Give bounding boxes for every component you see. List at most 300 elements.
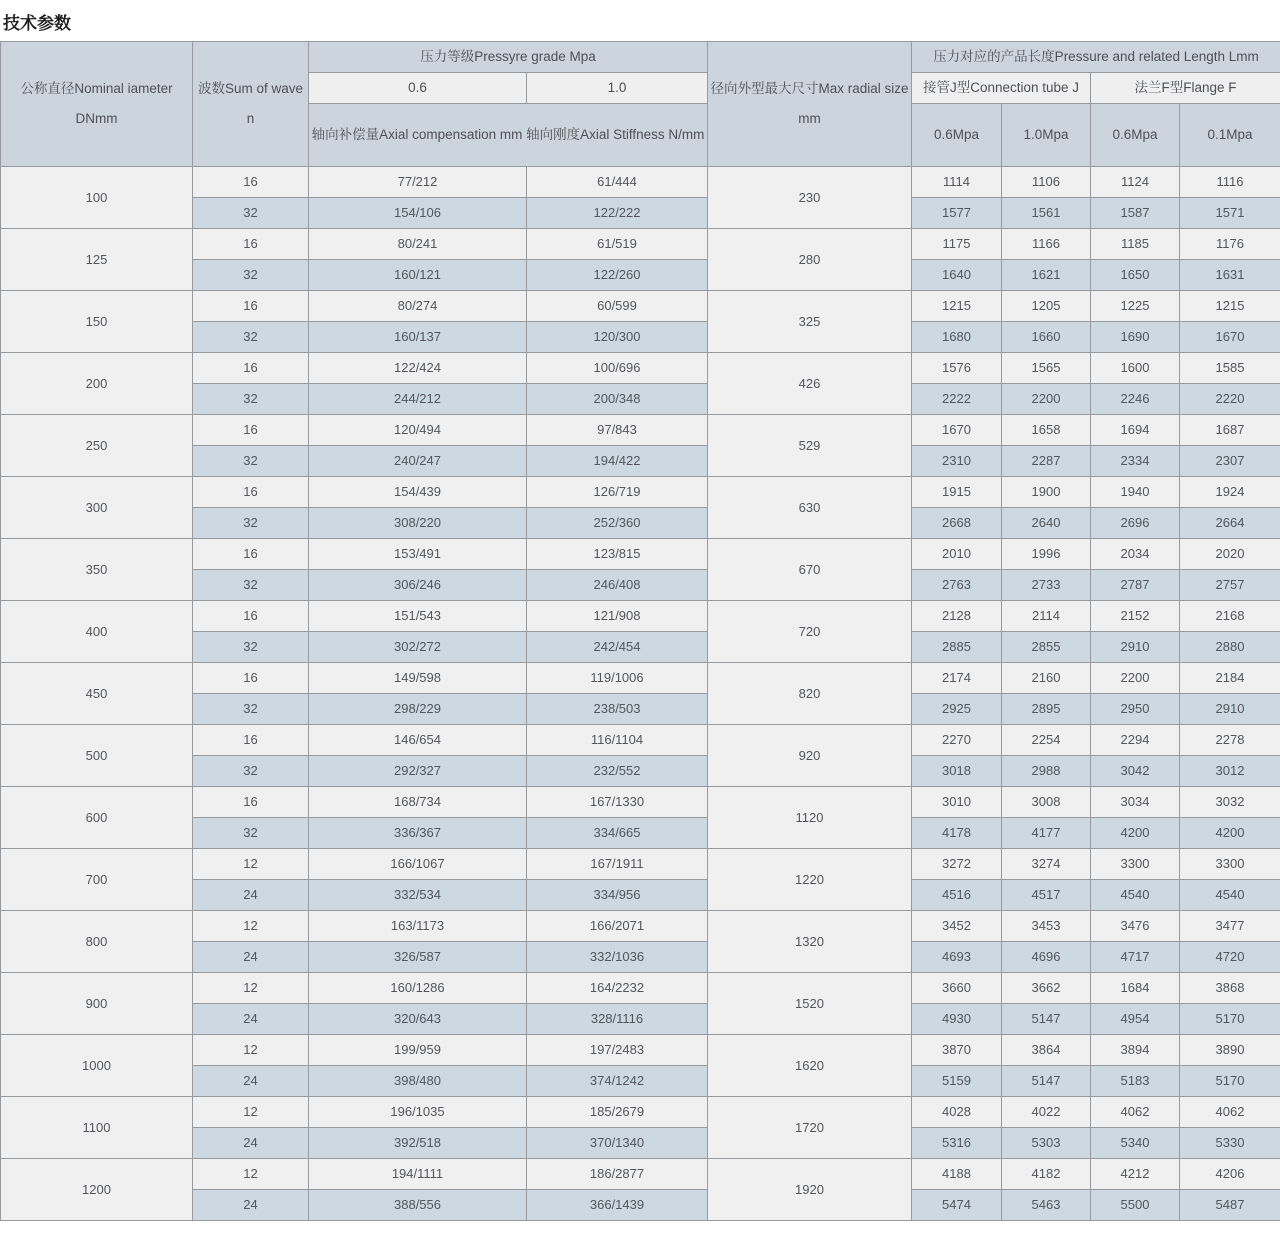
length-flange-0-1-cell: 1631 bbox=[1180, 260, 1280, 291]
radial-size-cell: 426 bbox=[708, 353, 912, 415]
length-flange-0-1-cell: 2757 bbox=[1180, 570, 1280, 601]
axial-comp-0-6-cell: 292/327 bbox=[309, 756, 527, 787]
length-flange-0-1-cell: 4062 bbox=[1180, 1097, 1280, 1128]
length-tube-0-6-cell: 5474 bbox=[912, 1190, 1002, 1221]
wave-count-cell: 32 bbox=[193, 694, 309, 725]
length-tube-0-6-cell: 2128 bbox=[912, 601, 1002, 632]
wave-count-cell: 32 bbox=[193, 322, 309, 353]
axial-comp-0-6-cell: 154/106 bbox=[309, 198, 527, 229]
col-header-wave-count: 波数Sum of wave n bbox=[193, 42, 309, 167]
length-flange-0-6-cell: 4954 bbox=[1091, 1004, 1180, 1035]
length-tube-1-0-cell: 1205 bbox=[1002, 291, 1091, 322]
axial-comp-1-0-cell: 123/815 bbox=[527, 539, 708, 570]
length-flange-0-1-cell: 5170 bbox=[1180, 1004, 1280, 1035]
table-row bbox=[1, 1190, 1280, 1221]
axial-comp-1-0-cell: 120/300 bbox=[527, 322, 708, 353]
wave-count-cell: 32 bbox=[193, 632, 309, 663]
length-flange-0-1-cell: 4200 bbox=[1180, 818, 1280, 849]
length-flange-0-1-cell: 4206 bbox=[1180, 1159, 1280, 1190]
length-flange-0-6-cell: 1587 bbox=[1091, 198, 1180, 229]
axial-comp-0-6-cell: 392/518 bbox=[309, 1128, 527, 1159]
length-flange-0-1-cell: 5170 bbox=[1180, 1066, 1280, 1097]
axial-comp-1-0-cell: 119/1006 bbox=[527, 663, 708, 694]
length-flange-0-1-cell: 1571 bbox=[1180, 198, 1280, 229]
axial-comp-0-6-cell: 388/556 bbox=[309, 1190, 527, 1221]
axial-comp-1-0-cell: 328/1116 bbox=[527, 1004, 708, 1035]
length-tube-1-0-cell: 2160 bbox=[1002, 663, 1091, 694]
axial-comp-1-0-cell: 167/1330 bbox=[527, 787, 708, 818]
col-header-nominal-diameter: 公称直径Nominal iameter DNmm bbox=[1, 42, 193, 167]
length-tube-0-6-cell: 1640 bbox=[912, 260, 1002, 291]
axial-comp-1-0-cell: 334/665 bbox=[527, 818, 708, 849]
length-flange-0-1-cell: 1924 bbox=[1180, 477, 1280, 508]
wave-count-cell: 12 bbox=[193, 1035, 309, 1066]
dn-cell: 800 bbox=[1, 911, 193, 973]
axial-comp-1-0-cell: 185/2679 bbox=[527, 1097, 708, 1128]
wave-count-cell: 16 bbox=[193, 353, 309, 384]
length-tube-1-0-cell: 1660 bbox=[1002, 322, 1091, 353]
length-tube-0-6-cell: 2010 bbox=[912, 539, 1002, 570]
length-flange-0-6-cell: 1124 bbox=[1091, 167, 1180, 198]
axial-comp-1-0-cell: 370/1340 bbox=[527, 1128, 708, 1159]
length-flange-0-6-cell: 4062 bbox=[1091, 1097, 1180, 1128]
axial-comp-1-0-cell: 116/1104 bbox=[527, 725, 708, 756]
wave-count-cell: 16 bbox=[193, 291, 309, 322]
table-row bbox=[1, 539, 1280, 570]
length-flange-0-1-cell: 2020 bbox=[1180, 539, 1280, 570]
axial-comp-0-6-cell: 163/1173 bbox=[309, 911, 527, 942]
radial-size-cell: 1220 bbox=[708, 849, 912, 911]
col-header-flange-f: 法兰F型Flange F bbox=[1091, 73, 1280, 104]
length-flange-0-6-cell: 3034 bbox=[1091, 787, 1180, 818]
radial-size-cell: 1120 bbox=[708, 787, 912, 849]
axial-comp-0-6-cell: 326/587 bbox=[309, 942, 527, 973]
axial-comp-0-6-cell: 122/424 bbox=[309, 353, 527, 384]
table-row bbox=[1, 384, 1280, 415]
header-row-1 bbox=[1, 42, 1280, 73]
length-tube-1-0-cell: 3864 bbox=[1002, 1035, 1091, 1066]
length-flange-0-6-cell: 4717 bbox=[1091, 942, 1180, 973]
wave-count-cell: 16 bbox=[193, 539, 309, 570]
axial-comp-1-0-cell: 252/360 bbox=[527, 508, 708, 539]
col-header-flange-0-6mpa: 0.6Mpa bbox=[1091, 104, 1180, 167]
axial-comp-1-0-cell: 332/1036 bbox=[527, 942, 708, 973]
length-flange-0-6-cell: 4212 bbox=[1091, 1159, 1180, 1190]
axial-comp-1-0-cell: 60/599 bbox=[527, 291, 708, 322]
wave-count-cell: 32 bbox=[193, 260, 309, 291]
length-flange-0-6-cell: 2334 bbox=[1091, 446, 1180, 477]
length-tube-0-6-cell: 4930 bbox=[912, 1004, 1002, 1035]
length-flange-0-1-cell: 4720 bbox=[1180, 942, 1280, 973]
axial-comp-0-6-cell: 308/220 bbox=[309, 508, 527, 539]
wave-count-cell: 32 bbox=[193, 384, 309, 415]
dn-cell: 100 bbox=[1, 167, 193, 229]
length-tube-0-6-cell: 1577 bbox=[912, 198, 1002, 229]
wave-count-cell: 12 bbox=[193, 1097, 309, 1128]
wave-count-cell: 12 bbox=[193, 911, 309, 942]
length-tube-0-6-cell: 3660 bbox=[912, 973, 1002, 1004]
wave-count-cell: 32 bbox=[193, 446, 309, 477]
radial-size-cell: 1520 bbox=[708, 973, 912, 1035]
length-flange-0-6-cell: 2910 bbox=[1091, 632, 1180, 663]
dn-cell: 125 bbox=[1, 229, 193, 291]
axial-comp-0-6-cell: 166/1067 bbox=[309, 849, 527, 880]
length-flange-0-6-cell: 1684 bbox=[1091, 973, 1180, 1004]
length-tube-1-0-cell: 2988 bbox=[1002, 756, 1091, 787]
length-tube-1-0-cell: 3453 bbox=[1002, 911, 1091, 942]
dn-cell: 300 bbox=[1, 477, 193, 539]
length-flange-0-6-cell: 4540 bbox=[1091, 880, 1180, 911]
col-header-tube-1-0mpa: 1.0Mpa bbox=[1002, 104, 1091, 167]
dn-cell: 200 bbox=[1, 353, 193, 415]
radial-size-cell: 529 bbox=[708, 415, 912, 477]
length-tube-0-6-cell: 1670 bbox=[912, 415, 1002, 446]
length-flange-0-1-cell: 2220 bbox=[1180, 384, 1280, 415]
length-tube-1-0-cell: 1621 bbox=[1002, 260, 1091, 291]
axial-comp-0-6-cell: 302/272 bbox=[309, 632, 527, 663]
length-tube-0-6-cell: 5159 bbox=[912, 1066, 1002, 1097]
length-tube-0-6-cell: 1175 bbox=[912, 229, 1002, 260]
axial-comp-0-6-cell: 154/439 bbox=[309, 477, 527, 508]
wave-count-cell: 12 bbox=[193, 1159, 309, 1190]
wave-count-cell: 32 bbox=[193, 818, 309, 849]
length-tube-1-0-cell: 4022 bbox=[1002, 1097, 1091, 1128]
dn-cell: 400 bbox=[1, 601, 193, 663]
length-tube-0-6-cell: 1114 bbox=[912, 167, 1002, 198]
table-row bbox=[1, 663, 1280, 694]
length-flange-0-1-cell: 1670 bbox=[1180, 322, 1280, 353]
axial-comp-0-6-cell: 298/229 bbox=[309, 694, 527, 725]
length-tube-1-0-cell: 2287 bbox=[1002, 446, 1091, 477]
axial-comp-0-6-cell: 120/494 bbox=[309, 415, 527, 446]
length-tube-0-6-cell: 4516 bbox=[912, 880, 1002, 911]
axial-comp-1-0-cell: 122/260 bbox=[527, 260, 708, 291]
length-flange-0-1-cell: 5487 bbox=[1180, 1190, 1280, 1221]
axial-comp-1-0-cell: 197/2483 bbox=[527, 1035, 708, 1066]
axial-comp-1-0-cell: 334/956 bbox=[527, 880, 708, 911]
length-tube-1-0-cell: 1658 bbox=[1002, 415, 1091, 446]
length-tube-0-6-cell: 2222 bbox=[912, 384, 1002, 415]
dn-cell: 1100 bbox=[1, 1097, 193, 1159]
length-tube-0-6-cell: 2763 bbox=[912, 570, 1002, 601]
length-tube-1-0-cell: 3274 bbox=[1002, 849, 1091, 880]
table-row bbox=[1, 570, 1280, 601]
wave-count-cell: 16 bbox=[193, 477, 309, 508]
length-flange-0-1-cell: 5330 bbox=[1180, 1128, 1280, 1159]
length-tube-0-6-cell: 4178 bbox=[912, 818, 1002, 849]
axial-comp-0-6-cell: 336/367 bbox=[309, 818, 527, 849]
axial-comp-1-0-cell: 194/422 bbox=[527, 446, 708, 477]
wave-count-cell: 24 bbox=[193, 1066, 309, 1097]
length-tube-0-6-cell: 2310 bbox=[912, 446, 1002, 477]
radial-size-cell: 820 bbox=[708, 663, 912, 725]
axial-comp-0-6-cell: 151/543 bbox=[309, 601, 527, 632]
table-row bbox=[1, 942, 1280, 973]
length-flange-0-1-cell: 2168 bbox=[1180, 601, 1280, 632]
length-tube-0-6-cell: 4693 bbox=[912, 942, 1002, 973]
length-tube-0-6-cell: 5316 bbox=[912, 1128, 1002, 1159]
page-title: 技术参数 bbox=[3, 14, 71, 33]
length-flange-0-6-cell: 2152 bbox=[1091, 601, 1180, 632]
length-tube-1-0-cell: 5463 bbox=[1002, 1190, 1091, 1221]
axial-comp-1-0-cell: 366/1439 bbox=[527, 1190, 708, 1221]
length-flange-0-6-cell: 1690 bbox=[1091, 322, 1180, 353]
wave-count-cell: 32 bbox=[193, 756, 309, 787]
length-tube-1-0-cell: 1561 bbox=[1002, 198, 1091, 229]
table-row bbox=[1, 632, 1280, 663]
length-tube-0-6-cell: 2270 bbox=[912, 725, 1002, 756]
radial-size-cell: 1320 bbox=[708, 911, 912, 973]
table-row bbox=[1, 787, 1280, 818]
dn-cell: 250 bbox=[1, 415, 193, 477]
length-flange-0-6-cell: 2294 bbox=[1091, 725, 1180, 756]
axial-comp-0-6-cell: 80/241 bbox=[309, 229, 527, 260]
axial-comp-0-6-cell: 320/643 bbox=[309, 1004, 527, 1035]
axial-comp-0-6-cell: 77/212 bbox=[309, 167, 527, 198]
dn-cell: 500 bbox=[1, 725, 193, 787]
wave-count-cell: 16 bbox=[193, 787, 309, 818]
axial-comp-1-0-cell: 164/2232 bbox=[527, 973, 708, 1004]
radial-size-cell: 1620 bbox=[708, 1035, 912, 1097]
length-flange-0-6-cell: 1225 bbox=[1091, 291, 1180, 322]
axial-comp-1-0-cell: 122/222 bbox=[527, 198, 708, 229]
axial-comp-1-0-cell: 167/1911 bbox=[527, 849, 708, 880]
length-flange-0-1-cell: 4540 bbox=[1180, 880, 1280, 911]
wave-count-cell: 12 bbox=[193, 849, 309, 880]
length-tube-1-0-cell: 2254 bbox=[1002, 725, 1091, 756]
length-tube-1-0-cell: 5147 bbox=[1002, 1004, 1091, 1035]
table-row bbox=[1, 198, 1280, 229]
axial-comp-1-0-cell: 166/2071 bbox=[527, 911, 708, 942]
table-row bbox=[1, 322, 1280, 353]
length-tube-0-6-cell: 1915 bbox=[912, 477, 1002, 508]
axial-comp-1-0-cell: 126/719 bbox=[527, 477, 708, 508]
axial-comp-1-0-cell: 100/696 bbox=[527, 353, 708, 384]
length-flange-0-6-cell: 2034 bbox=[1091, 539, 1180, 570]
dn-cell: 450 bbox=[1, 663, 193, 725]
length-tube-0-6-cell: 2925 bbox=[912, 694, 1002, 725]
length-flange-0-1-cell: 2664 bbox=[1180, 508, 1280, 539]
length-flange-0-1-cell: 2184 bbox=[1180, 663, 1280, 694]
wave-count-cell: 24 bbox=[193, 1190, 309, 1221]
axial-comp-0-6-cell: 398/480 bbox=[309, 1066, 527, 1097]
dn-cell: 700 bbox=[1, 849, 193, 911]
length-tube-1-0-cell: 1900 bbox=[1002, 477, 1091, 508]
radial-size-cell: 1720 bbox=[708, 1097, 912, 1159]
length-flange-0-6-cell: 2696 bbox=[1091, 508, 1180, 539]
axial-comp-0-6-cell: 332/534 bbox=[309, 880, 527, 911]
length-tube-0-6-cell: 4188 bbox=[912, 1159, 1002, 1190]
length-tube-0-6-cell: 2668 bbox=[912, 508, 1002, 539]
wave-count-cell: 32 bbox=[193, 508, 309, 539]
wave-count-cell: 32 bbox=[193, 198, 309, 229]
table-row bbox=[1, 725, 1280, 756]
length-tube-1-0-cell: 1166 bbox=[1002, 229, 1091, 260]
length-flange-0-6-cell: 4200 bbox=[1091, 818, 1180, 849]
length-tube-1-0-cell: 4696 bbox=[1002, 942, 1091, 973]
length-flange-0-1-cell: 2880 bbox=[1180, 632, 1280, 663]
wave-count-cell: 16 bbox=[193, 725, 309, 756]
axial-comp-0-6-cell: 146/654 bbox=[309, 725, 527, 756]
length-tube-1-0-cell: 4182 bbox=[1002, 1159, 1091, 1190]
dn-cell: 150 bbox=[1, 291, 193, 353]
length-tube-1-0-cell: 2640 bbox=[1002, 508, 1091, 539]
col-header-flange-0-1mpa: 0.1Mpa bbox=[1180, 104, 1280, 167]
table-row bbox=[1, 694, 1280, 725]
length-tube-1-0-cell: 5303 bbox=[1002, 1128, 1091, 1159]
wave-count-cell: 16 bbox=[193, 229, 309, 260]
length-flange-0-6-cell: 3894 bbox=[1091, 1035, 1180, 1066]
length-flange-0-6-cell: 5500 bbox=[1091, 1190, 1180, 1221]
dn-cell: 1200 bbox=[1, 1159, 193, 1221]
wave-count-cell: 24 bbox=[193, 880, 309, 911]
length-flange-0-6-cell: 1940 bbox=[1091, 477, 1180, 508]
radial-size-cell: 920 bbox=[708, 725, 912, 787]
table-row bbox=[1, 167, 1280, 198]
dn-cell: 350 bbox=[1, 539, 193, 601]
length-flange-0-1-cell: 3890 bbox=[1180, 1035, 1280, 1066]
axial-comp-1-0-cell: 232/552 bbox=[527, 756, 708, 787]
col-header-tube-0-6mpa: 0.6Mpa bbox=[912, 104, 1002, 167]
wave-count-cell: 24 bbox=[193, 1004, 309, 1035]
radial-size-cell: 280 bbox=[708, 229, 912, 291]
table-row bbox=[1, 415, 1280, 446]
axial-comp-0-6-cell: 194/1111 bbox=[309, 1159, 527, 1190]
table-row bbox=[1, 260, 1280, 291]
length-tube-1-0-cell: 2855 bbox=[1002, 632, 1091, 663]
col-header-axial-compensation-stiffness: 轴向补偿量Axial compensation mm 轴向刚度Axial Stiffness N/mm bbox=[309, 104, 708, 167]
length-flange-0-1-cell: 1116 bbox=[1180, 167, 1280, 198]
length-tube-1-0-cell: 3008 bbox=[1002, 787, 1091, 818]
length-flange-0-1-cell: 1687 bbox=[1180, 415, 1280, 446]
length-flange-0-6-cell: 2246 bbox=[1091, 384, 1180, 415]
table-row bbox=[1, 1035, 1280, 1066]
length-tube-1-0-cell: 2114 bbox=[1002, 601, 1091, 632]
table-body bbox=[1, 167, 1280, 1221]
axial-comp-0-6-cell: 160/121 bbox=[309, 260, 527, 291]
length-tube-0-6-cell: 3870 bbox=[912, 1035, 1002, 1066]
length-tube-1-0-cell: 2200 bbox=[1002, 384, 1091, 415]
col-header-pressure-grade: 压力等级Pressyre grade Mpa bbox=[309, 42, 708, 73]
table-row bbox=[1, 1097, 1280, 1128]
wave-count-cell: 16 bbox=[193, 415, 309, 446]
length-tube-1-0-cell: 3662 bbox=[1002, 973, 1091, 1004]
col-header-connection-tube-j: 接管J型Connection tube J bbox=[912, 73, 1091, 104]
length-flange-0-1-cell: 1585 bbox=[1180, 353, 1280, 384]
length-flange-0-1-cell: 2307 bbox=[1180, 446, 1280, 477]
length-flange-0-1-cell: 2278 bbox=[1180, 725, 1280, 756]
length-tube-0-6-cell: 1576 bbox=[912, 353, 1002, 384]
axial-comp-0-6-cell: 160/1286 bbox=[309, 973, 527, 1004]
length-tube-0-6-cell: 1215 bbox=[912, 291, 1002, 322]
length-flange-0-6-cell: 2787 bbox=[1091, 570, 1180, 601]
length-flange-0-1-cell: 3477 bbox=[1180, 911, 1280, 942]
table-row bbox=[1, 229, 1280, 260]
length-tube-0-6-cell: 3272 bbox=[912, 849, 1002, 880]
wave-count-cell: 32 bbox=[193, 570, 309, 601]
table-row bbox=[1, 508, 1280, 539]
length-tube-1-0-cell: 1996 bbox=[1002, 539, 1091, 570]
table-row bbox=[1, 1066, 1280, 1097]
radial-size-cell: 670 bbox=[708, 539, 912, 601]
radial-size-cell: 720 bbox=[708, 601, 912, 663]
tech-params-table bbox=[0, 41, 1280, 1221]
axial-comp-1-0-cell: 186/2877 bbox=[527, 1159, 708, 1190]
length-tube-0-6-cell: 2174 bbox=[912, 663, 1002, 694]
length-tube-1-0-cell: 2895 bbox=[1002, 694, 1091, 725]
table-header bbox=[1, 42, 1280, 167]
length-flange-0-1-cell: 1215 bbox=[1180, 291, 1280, 322]
table-row bbox=[1, 353, 1280, 384]
axial-comp-0-6-cell: 306/246 bbox=[309, 570, 527, 601]
dn-cell: 900 bbox=[1, 973, 193, 1035]
table-row bbox=[1, 756, 1280, 787]
axial-comp-1-0-cell: 121/908 bbox=[527, 601, 708, 632]
length-flange-0-6-cell: 1694 bbox=[1091, 415, 1180, 446]
length-tube-1-0-cell: 1106 bbox=[1002, 167, 1091, 198]
table-row bbox=[1, 818, 1280, 849]
axial-comp-0-6-cell: 199/959 bbox=[309, 1035, 527, 1066]
wave-count-cell: 16 bbox=[193, 663, 309, 694]
col-header-grade-1-0: 1.0 bbox=[527, 73, 708, 104]
axial-comp-0-6-cell: 244/212 bbox=[309, 384, 527, 415]
length-tube-1-0-cell: 4177 bbox=[1002, 818, 1091, 849]
length-flange-0-6-cell: 2200 bbox=[1091, 663, 1180, 694]
length-flange-0-1-cell: 1176 bbox=[1180, 229, 1280, 260]
length-flange-0-6-cell: 5183 bbox=[1091, 1066, 1180, 1097]
col-header-grade-0-6: 0.6 bbox=[309, 73, 527, 104]
length-flange-0-1-cell: 3032 bbox=[1180, 787, 1280, 818]
length-tube-0-6-cell: 3010 bbox=[912, 787, 1002, 818]
col-header-pressure-length: 压力对应的产品长度Pressure and related Length Lmm bbox=[912, 42, 1280, 73]
dn-cell: 600 bbox=[1, 787, 193, 849]
length-tube-0-6-cell: 1680 bbox=[912, 322, 1002, 353]
radial-size-cell: 1920 bbox=[708, 1159, 912, 1221]
axial-comp-0-6-cell: 153/491 bbox=[309, 539, 527, 570]
wave-count-cell: 16 bbox=[193, 601, 309, 632]
dn-cell: 1000 bbox=[1, 1035, 193, 1097]
table-row bbox=[1, 446, 1280, 477]
wave-count-cell: 24 bbox=[193, 1128, 309, 1159]
wave-count-cell: 12 bbox=[193, 973, 309, 1004]
axial-comp-1-0-cell: 61/519 bbox=[527, 229, 708, 260]
length-flange-0-1-cell: 3300 bbox=[1180, 849, 1280, 880]
axial-comp-1-0-cell: 97/843 bbox=[527, 415, 708, 446]
table-row bbox=[1, 291, 1280, 322]
axial-comp-0-6-cell: 168/734 bbox=[309, 787, 527, 818]
axial-comp-1-0-cell: 242/454 bbox=[527, 632, 708, 663]
table-row bbox=[1, 973, 1280, 1004]
table-row bbox=[1, 880, 1280, 911]
length-flange-0-6-cell: 5340 bbox=[1091, 1128, 1180, 1159]
table-row bbox=[1, 849, 1280, 880]
wave-count-cell: 16 bbox=[193, 167, 309, 198]
table-row bbox=[1, 1004, 1280, 1035]
length-tube-1-0-cell: 1565 bbox=[1002, 353, 1091, 384]
length-flange-0-6-cell: 1600 bbox=[1091, 353, 1180, 384]
table-row bbox=[1, 911, 1280, 942]
axial-comp-0-6-cell: 240/247 bbox=[309, 446, 527, 477]
radial-size-cell: 230 bbox=[708, 167, 912, 229]
wave-count-cell: 24 bbox=[193, 942, 309, 973]
length-flange-0-6-cell: 3476 bbox=[1091, 911, 1180, 942]
length-flange-0-1-cell: 3012 bbox=[1180, 756, 1280, 787]
length-tube-1-0-cell: 2733 bbox=[1002, 570, 1091, 601]
length-flange-0-6-cell: 3042 bbox=[1091, 756, 1180, 787]
radial-size-cell: 630 bbox=[708, 477, 912, 539]
length-flange-0-6-cell: 1650 bbox=[1091, 260, 1180, 291]
axial-comp-1-0-cell: 200/348 bbox=[527, 384, 708, 415]
